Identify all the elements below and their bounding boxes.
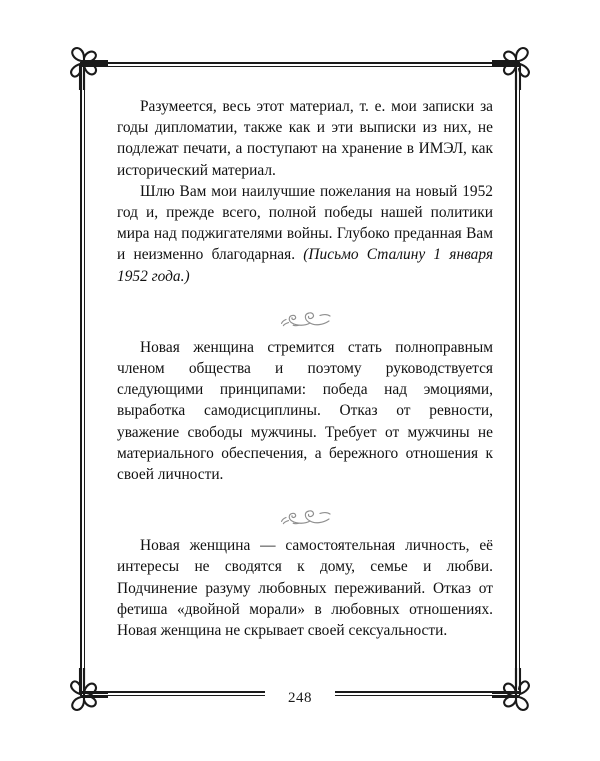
letter-attribution: (Письмо Сталину 1 января 1952 года.) bbox=[117, 246, 493, 285]
paragraph-3: Новая женщина стремится стать полноправным членом общества и поэтому руководствуется следующими принципами: победа над эмоциями, выработка самодисциплины. Отказ от ревности, уважение свободы мужчины. Требует от мужчины не материального обеспечения, а бережного отношения к своей личности. bbox=[117, 338, 493, 484]
corner-knot-icon-top-right bbox=[492, 38, 544, 90]
paragraph-1: Разумеется, весь этот материал, т. е. мои записки за годы дипломатии, также как и эти выписки из них, не подлежат печати, а поступают на хранение в ИМЭЛ, как исторический материал. bbox=[117, 98, 493, 179]
corner-knot-icon-bottom-left bbox=[56, 668, 108, 720]
paragraph-2-text: Шлю Вам мои наилучшие пожелания на новый 1952 год и, прежде всего, полной победы нашей политики мира над поджигателями войны. Глубоко преданная Вам и неизменно благодарная. bbox=[117, 182, 493, 264]
corner-knot-icon-bottom-right bbox=[492, 668, 544, 720]
frame-rule-left bbox=[80, 62, 85, 696]
page-number: 248 bbox=[265, 687, 335, 709]
section-spacer-2 bbox=[117, 485, 493, 497]
paragraph-2 bbox=[117, 181, 493, 287]
swirl-flourish-icon bbox=[279, 508, 331, 525]
page-text-column bbox=[117, 96, 493, 641]
frame-rule-top bbox=[80, 62, 520, 67]
section-divider-2 bbox=[117, 508, 493, 525]
swirl-flourish-icon bbox=[279, 310, 331, 327]
section-spacer-1 bbox=[117, 287, 493, 299]
corner-knot-icon-top-left bbox=[56, 38, 108, 90]
frame-rule-right bbox=[515, 62, 520, 696]
section-divider-1 bbox=[117, 310, 493, 327]
paragraph-4: Новая женщина — самостоятельная личность, её интересы не сводятся к дому, семье и любви. Подчинение разуму любовных переживаний. Отказ от фетиша «двойной морали» в любовных отношениях. Новая женщина не скрывает своей сексуальности. bbox=[117, 537, 493, 640]
